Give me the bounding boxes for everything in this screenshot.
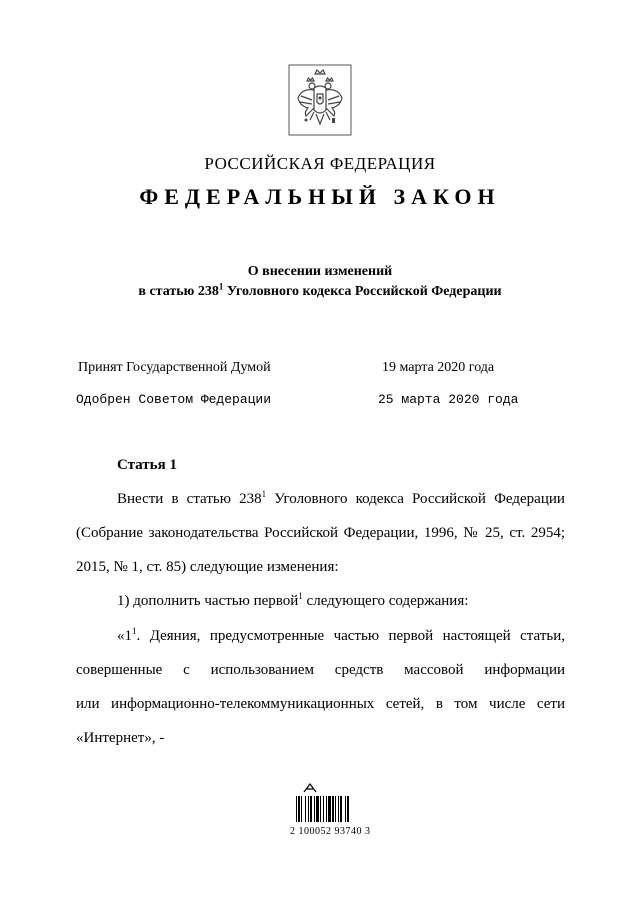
quoted-number-sup: 1 <box>132 626 137 636</box>
barcode-bar <box>316 796 319 822</box>
article-heading: Статья 1 <box>117 457 177 473</box>
article-paragraph-line-1 <box>117 491 565 508</box>
barcode-bar <box>301 796 302 822</box>
barcode-bar <box>340 796 342 822</box>
amendment-item-text: 1) дополнить частью первой <box>117 593 299 609</box>
quoted-text-line-3: или информационно-телекоммуникационных сетей, в том числе сети <box>76 696 565 712</box>
barcode <box>296 796 360 822</box>
barcode-bar <box>314 796 315 822</box>
amendment-item-text-end: следующего содержания: <box>302 593 469 609</box>
country-header: РОССИЙСКАЯ ФЕДЕРАЦИЯ <box>204 154 436 173</box>
barcode-bar <box>328 796 331 822</box>
barcode-number: 2 100052 93740 3 <box>290 826 371 837</box>
barcode-bar <box>326 796 327 822</box>
word: Федерации <box>494 491 565 507</box>
law-title-prefix: в статью 238 <box>138 284 219 299</box>
word: кодекса <box>355 491 404 507</box>
word: Внести <box>117 491 164 507</box>
barcode-bar <box>320 796 321 822</box>
amendment-item-sup: 1 <box>298 591 303 601</box>
quoted-text: . Деяния, предусмотренные частью первой настоящей статьи, <box>136 628 565 644</box>
quoted-text-line-2: совершенные с использованием средств массовой информации <box>76 662 565 678</box>
council-approval-date: 25 марта 2020 года <box>378 392 519 407</box>
quoted-number: «1 <box>117 628 132 644</box>
barcode-bar <box>310 796 312 822</box>
barcode-bar <box>347 796 349 822</box>
barcode-bar <box>305 796 306 822</box>
law-title-suffix: Уголовного кодекса Российской Федерации <box>223 284 502 299</box>
article-number-sup: 1 <box>261 489 267 499</box>
word: статью <box>186 491 231 507</box>
coat-of-arms-emblem <box>288 64 352 136</box>
law-title-line-1: О внесении изменений <box>247 264 393 279</box>
article-paragraph-line-3: 2015, № 1, ст. 85) следующие изменения: <box>76 559 339 575</box>
quoted-text-line-4: «Интернет», - <box>76 730 165 746</box>
article-paragraph-line-2: (Собрание законодательства Российской Федерации, 1996, № 25, ст. 2954; <box>76 525 565 541</box>
article-number-base: 238 <box>239 491 262 507</box>
council-approval-label: Одобрен Советом Федерации <box>76 392 272 407</box>
article-number <box>239 491 266 508</box>
barcode-mark-icon <box>303 782 317 794</box>
law-type-header: ФЕДЕРАЛЬНЫЙ ЗАКОН <box>139 184 501 209</box>
word: Российской <box>412 491 486 507</box>
duma-adoption-label: Принят Государственной Думой <box>78 360 271 375</box>
duma-adoption-date: 19 марта 2020 года <box>382 360 495 375</box>
law-title-sup: 1 <box>218 281 224 292</box>
barcode-bar <box>335 796 336 822</box>
quoted-text-line-1 <box>117 628 565 645</box>
barcode-bar <box>332 796 334 822</box>
barcode-bar <box>345 796 346 822</box>
barcode-bar <box>296 796 297 822</box>
law-title-line-2 <box>0 281 640 300</box>
word: в <box>171 491 179 507</box>
barcode-bar <box>338 796 339 822</box>
word: Уголовного <box>274 491 348 507</box>
barcode-bar <box>323 796 324 822</box>
barcode-bar <box>298 796 300 822</box>
barcode-bar <box>308 796 309 822</box>
amendment-item-1 <box>117 593 468 610</box>
